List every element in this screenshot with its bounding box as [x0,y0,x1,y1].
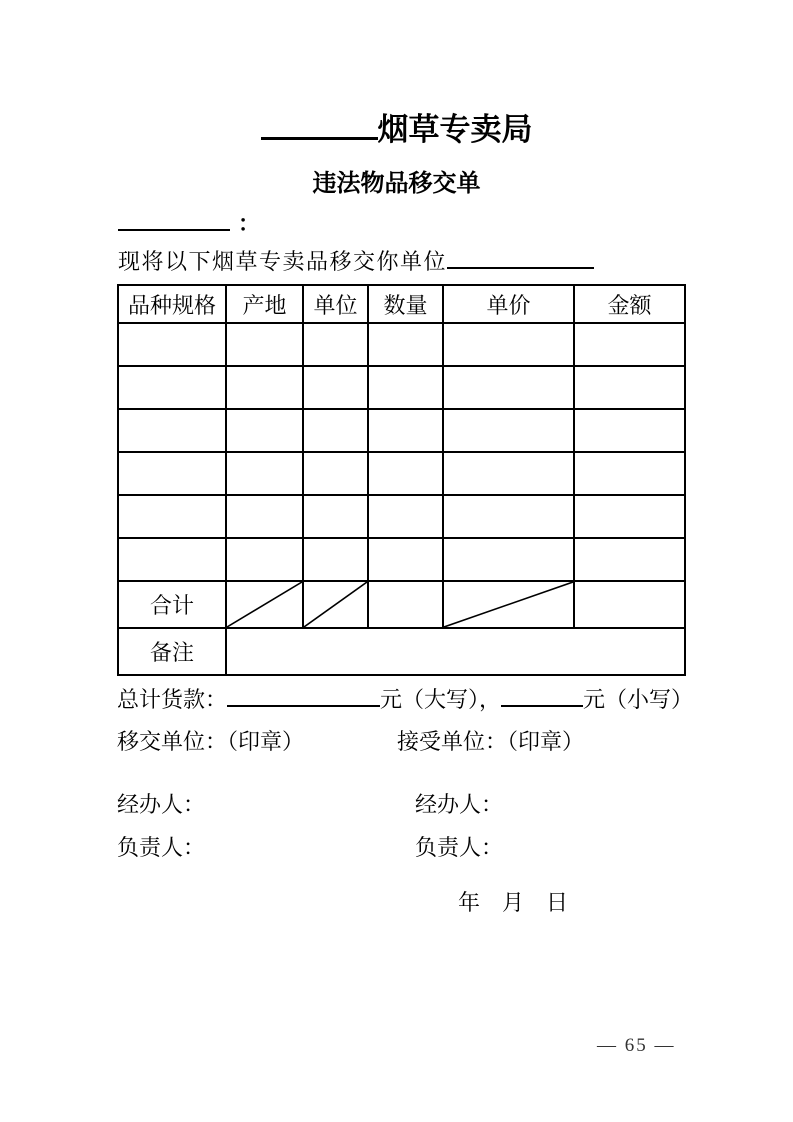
empty-cell [443,366,574,409]
total-unit-cell [303,581,368,628]
empty-cell [303,409,368,452]
empty-cell [443,323,574,366]
document-subtitle: 违法物品移交单 [312,170,481,197]
remark-label-cell: 备注 [118,628,226,675]
header-cell-amount: 金额 [574,285,685,323]
empty-cell [574,495,685,538]
empty-cell [118,452,226,495]
empty-cell [368,409,443,452]
empty-cell [226,409,303,452]
empty-cell [303,366,368,409]
header-cell-quantity: 数量 [368,285,443,323]
totals-label: 总计货款： [117,687,228,712]
transfer-unit-label: 移交单位：（印章） [117,729,305,754]
empty-cell [574,323,685,366]
amount-figures-suffix: 元（小写） [583,687,694,712]
receive-responsible-label: 负责人： [415,835,504,860]
remark-value-cell [226,628,685,675]
table-empty-row [118,538,685,581]
diagonal-line [444,582,573,627]
amount-words-suffix: 元（大写）， [380,687,502,712]
empty-cell [443,538,574,581]
empty-cell [574,538,685,581]
empty-cell [368,495,443,538]
amount-words-blank [227,685,380,707]
empty-cell [574,366,685,409]
transfer-handler-label: 经办人： [117,792,206,817]
table-header-row [118,285,685,323]
total-label-cell: 合计 [118,581,226,628]
empty-cell [303,323,368,366]
salutation-colon: ： [238,211,261,236]
intro-line [118,245,594,276]
title-line [0,104,793,149]
empty-cell [226,538,303,581]
header-cell-spec: 品种规格 [118,285,226,323]
intro-text: 现将以下烟草专卖品移交你单位 [118,249,448,274]
header-cell-price: 单价 [443,285,574,323]
empty-cell [368,323,443,366]
empty-cell [443,409,574,452]
empty-cell [303,452,368,495]
bureau-name-blank [261,109,378,140]
empty-cell [303,538,368,581]
empty-cell [368,538,443,581]
empty-cell [574,409,685,452]
total-price-cell [443,581,574,628]
totals-line [117,683,693,714]
salutation-line [118,207,260,238]
header-cell-origin: 产地 [226,285,303,323]
transfer-responsible-label: 负责人： [117,835,206,860]
empty-cell [226,323,303,366]
page-title: 烟草专卖局 [377,112,533,147]
total-amount-cell [574,581,685,628]
table-empty-row [118,452,685,495]
table-remark-row [118,628,685,675]
empty-cell [303,495,368,538]
table-empty-row [118,409,685,452]
items-table [117,284,686,676]
table-empty-row [118,323,685,366]
page-number: — 65 — [597,1035,676,1056]
empty-cell [118,366,226,409]
recipient-name-blank [118,209,230,231]
empty-cell [118,323,226,366]
empty-cell [226,495,303,538]
empty-cell [118,409,226,452]
diagonal-line [304,582,367,627]
table-empty-row [118,495,685,538]
empty-cell [443,452,574,495]
receive-unit-label: 接受单位：（印章） [397,729,585,754]
receive-handler-label: 经办人： [415,792,504,817]
total-quantity-cell [368,581,443,628]
empty-cell [368,452,443,495]
empty-cell [368,366,443,409]
date-line: 年 月 日 [458,890,569,915]
empty-cell [226,452,303,495]
empty-cell [118,495,226,538]
table-empty-row [118,366,685,409]
amount-figures-blank [501,685,583,707]
table-total-row [118,581,685,628]
empty-cell [443,495,574,538]
empty-cell [226,366,303,409]
empty-cell [118,538,226,581]
receiving-unit-blank [447,247,594,269]
diagonal-line [227,582,302,627]
header-cell-unit: 单位 [303,285,368,323]
total-origin-cell [226,581,303,628]
empty-cell [574,452,685,495]
